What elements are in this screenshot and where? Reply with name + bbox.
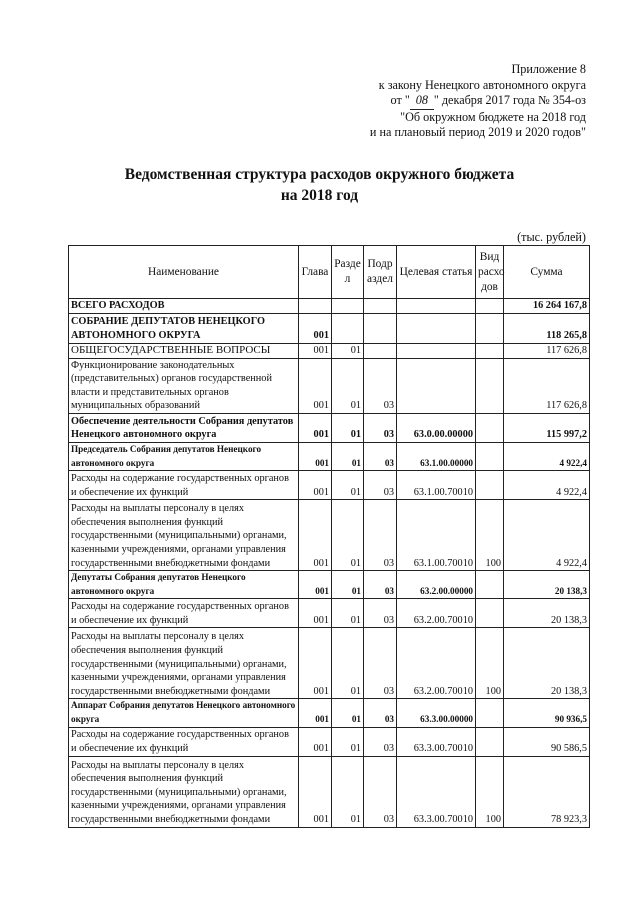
- table-row: [69, 500, 590, 571]
- cell-subsection: [364, 343, 397, 358]
- document-title: [0, 164, 639, 206]
- cell-chapter: 001: [299, 599, 332, 628]
- units-label: (тыс. рублей): [517, 230, 586, 244]
- cell-subsection: 03: [364, 571, 397, 599]
- cell-name: Функционирование законодательных (представительных) органов государственной власти и представительных органов муниципальных образований: [69, 358, 299, 413]
- header-sum: Сумма: [504, 246, 590, 299]
- cell-name: Расходы на содержание государственных органов и обеспечение их функций: [69, 727, 299, 756]
- cell-chapter: 001: [299, 727, 332, 756]
- cell-chapter: 001: [299, 442, 332, 470]
- table-row: [69, 313, 590, 343]
- cell-sum: 90 586,5: [504, 727, 590, 756]
- appendix-law-title-2: и на плановый период 2019 и 2020 годов": [369, 125, 586, 139]
- cell-name: Расходы на выплаты персоналу в целях обеспечения выполнения функций государственными (муниципальными) органами, казенными учреждениями, органами управления государственными внебюджетными фондами: [69, 500, 299, 571]
- cell-name: Обеспечение деятельности Собрания депутатов Ненецкого автономного округа: [69, 413, 299, 442]
- table-row: [69, 571, 590, 599]
- table-row: [69, 628, 590, 699]
- cell-subsection: 03: [364, 413, 397, 442]
- cell-section: 01: [332, 343, 364, 358]
- cell-name: СОБРАНИЕ ДЕПУТАТОВ НЕНЕЦКОГО АВТОНОМНОГО ОКРУГА: [69, 313, 299, 343]
- cell-chapter: [299, 299, 332, 314]
- cell-sum: 16 264 167,8: [504, 299, 590, 314]
- header-subsection: Подр аздел: [364, 246, 397, 299]
- cell-section: 01: [332, 413, 364, 442]
- cell-type: [476, 358, 504, 413]
- cell-target: 63.2.00.70010: [397, 599, 476, 628]
- cell-target: [397, 313, 476, 343]
- cell-section: 01: [332, 471, 364, 500]
- cell-name: Аппарат Собрания депутатов Ненецкого автономного округа: [69, 699, 299, 727]
- cell-subsection: [364, 299, 397, 314]
- cell-type: [476, 471, 504, 500]
- cell-sum: 4 922,4: [504, 471, 590, 500]
- cell-section: [332, 299, 364, 314]
- cell-chapter: 001: [299, 343, 332, 358]
- cell-name: Расходы на выплаты персоналу в целях обеспечения выполнения функций государственными (муниципальными) органами, казенными учреждениями, органами управления государственными внебюджетными фондами: [69, 628, 299, 699]
- table-row: [69, 299, 590, 314]
- cell-section: 01: [332, 628, 364, 699]
- cell-section: 01: [332, 699, 364, 727]
- cell-target: [397, 358, 476, 413]
- cell-type: [476, 699, 504, 727]
- cell-type: [476, 442, 504, 470]
- cell-type: [476, 413, 504, 442]
- cell-chapter: 001: [299, 358, 332, 413]
- cell-section: 01: [332, 358, 364, 413]
- appendix-law-ref: к закону Ненецкого автономного округа: [378, 77, 586, 92]
- cell-name: Расходы на выплаты персоналу в целях обеспечения выполнения функций государственными (муниципальными) органами, казенными учреждениями, органами управления государственными внебюджетными фондами: [69, 756, 299, 827]
- cell-subsection: 03: [364, 358, 397, 413]
- cell-target: 63.2.00.70010: [397, 628, 476, 699]
- appendix-date-line: [370, 93, 586, 110]
- cell-subsection: 03: [364, 727, 397, 756]
- table-row: [69, 756, 590, 827]
- cell-type: [476, 299, 504, 314]
- cell-subsection: 03: [364, 628, 397, 699]
- cell-subsection: 03: [364, 471, 397, 500]
- date-prefix: от ": [390, 93, 410, 107]
- title-line-1: Ведомственная структура расходов окружного бюджета: [124, 166, 515, 183]
- cell-subsection: 03: [364, 699, 397, 727]
- cell-subsection: [364, 313, 397, 343]
- cell-sum: 90 936,5: [504, 699, 590, 727]
- budget-table: [68, 245, 590, 828]
- cell-name: ВСЕГО РАСХОДОВ: [69, 299, 299, 314]
- cell-type: 100: [476, 500, 504, 571]
- cell-target: 63.0.00.00000: [397, 413, 476, 442]
- cell-subsection: 03: [364, 442, 397, 470]
- cell-section: 01: [332, 599, 364, 628]
- cell-chapter: 001: [299, 500, 332, 571]
- cell-name: Расходы на содержание государственных органов и обеспечение их функций: [69, 471, 299, 500]
- cell-target: 63.1.00.70010: [397, 500, 476, 571]
- cell-sum: 20 138,3: [504, 628, 590, 699]
- cell-type: [476, 727, 504, 756]
- cell-chapter: 001: [299, 756, 332, 827]
- header-name: Наименование: [69, 246, 299, 299]
- cell-subsection: 03: [364, 756, 397, 827]
- handwritten-day: 08: [410, 93, 434, 110]
- cell-target: 63.3.00.70010: [397, 756, 476, 827]
- appendix-number: Приложение 8: [511, 62, 586, 76]
- cell-type: [476, 571, 504, 599]
- table-header-row: [69, 246, 590, 299]
- cell-type: 100: [476, 756, 504, 827]
- cell-sum: 4 922,4: [504, 442, 590, 470]
- cell-target: [397, 343, 476, 358]
- table-row: [69, 442, 590, 470]
- table-row: [69, 727, 590, 756]
- cell-type: [476, 343, 504, 358]
- cell-sum: 20 138,3: [504, 599, 590, 628]
- cell-chapter: 001: [299, 628, 332, 699]
- table-row: [69, 358, 590, 413]
- cell-name: ОБЩЕГОСУДАРСТВЕННЫЕ ВОПРОСЫ: [69, 343, 299, 358]
- cell-type: [476, 313, 504, 343]
- table-row: [69, 343, 590, 358]
- cell-sum: 78 923,3: [504, 756, 590, 827]
- cell-section: [332, 313, 364, 343]
- cell-name: Депутаты Собрания депутатов Ненецкого автономного округа: [69, 571, 299, 599]
- cell-type: [476, 599, 504, 628]
- appendix-law-title-1: "Об окружном бюджете на 2018 год: [400, 109, 586, 124]
- cell-name: Расходы на содержание государственных органов и обеспечение их функций: [69, 599, 299, 628]
- title-line-2: на 2018 год: [280, 187, 359, 204]
- header-type: Вид расхо дов: [476, 246, 504, 299]
- cell-target: 63.1.00.70010: [397, 471, 476, 500]
- cell-section: 01: [332, 756, 364, 827]
- cell-target: 63.2.00.00000: [397, 571, 476, 599]
- appendix-header: [370, 62, 586, 141]
- cell-sum: 20 138,3: [504, 571, 590, 599]
- table-row: [69, 599, 590, 628]
- cell-subsection: 03: [364, 500, 397, 571]
- cell-sum: 115 997,2: [504, 413, 590, 442]
- cell-sum: 117 626,8: [504, 343, 590, 358]
- cell-target: 63.3.00.70010: [397, 727, 476, 756]
- cell-sum: 4 922,4: [504, 500, 590, 571]
- cell-section: 01: [332, 727, 364, 756]
- header-section: Разде л: [332, 246, 364, 299]
- header-chapter: Глава: [299, 246, 332, 299]
- cell-chapter: 001: [299, 413, 332, 442]
- cell-subsection: 03: [364, 599, 397, 628]
- cell-chapter: 001: [299, 471, 332, 500]
- cell-target: 63.1.00.00000: [397, 442, 476, 470]
- table-row: [69, 699, 590, 727]
- header-target: Целевая статья: [397, 246, 476, 299]
- cell-section: 01: [332, 571, 364, 599]
- cell-type: 100: [476, 628, 504, 699]
- table-row: [69, 471, 590, 500]
- table-row: [69, 413, 590, 442]
- date-suffix: " декабря 2017 года № 354-оз: [433, 93, 586, 107]
- cell-chapter: 001: [299, 699, 332, 727]
- cell-section: 01: [332, 500, 364, 571]
- cell-sum: 117 626,8: [504, 358, 590, 413]
- cell-sum: 118 265,8: [504, 313, 590, 343]
- cell-target: [397, 299, 476, 314]
- cell-section: 01: [332, 442, 364, 470]
- cell-chapter: 001: [299, 571, 332, 599]
- cell-target: 63.3.00.00000: [397, 699, 476, 727]
- cell-name: Председатель Собрания депутатов Ненецкого автономного округа: [69, 442, 299, 470]
- cell-chapter: 001: [299, 313, 332, 343]
